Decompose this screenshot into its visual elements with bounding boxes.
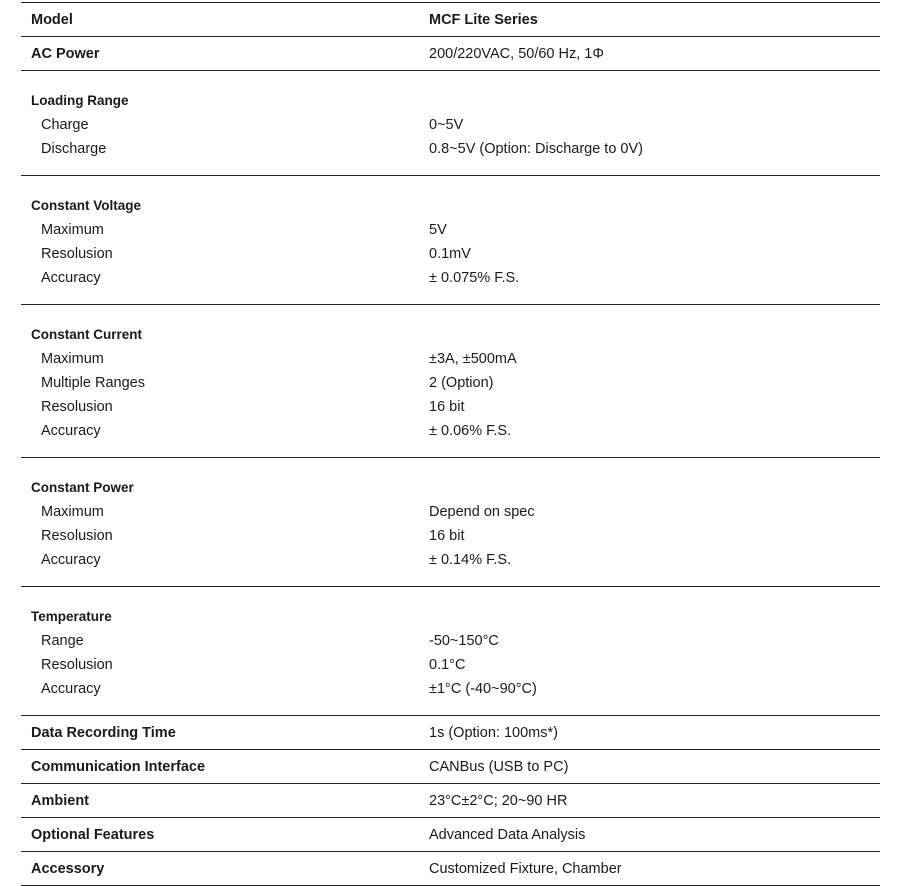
spec-group-constant-power <box>21 458 880 587</box>
spec-subrow-label: Maximum <box>41 504 104 520</box>
spec-subrow-value: ±3A, ±500mA <box>429 351 517 367</box>
header-value: MCF Lite Series <box>429 12 538 28</box>
spec-subrow-label: Resolusion <box>41 246 113 262</box>
spec-subrow-label: Accuracy <box>41 270 101 286</box>
spec-group-constant-current <box>21 305 880 458</box>
spec-subrow-value: 0~5V <box>429 117 464 133</box>
spec-group-temperature <box>21 587 880 716</box>
spec-subrow-value: ± 0.14% F.S. <box>429 552 512 568</box>
spec-row-value: Advanced Data Analysis <box>429 827 586 843</box>
spec-subrow <box>21 653 880 677</box>
spec-subrow <box>21 113 880 137</box>
spec-subrow <box>21 266 880 290</box>
spec-subrow-value: Depend on spec <box>429 504 535 520</box>
spec-subrow-label: Charge <box>41 117 89 133</box>
spec-row-value: 200/220VAC, 50/60 Hz, 1Φ <box>429 46 604 62</box>
spec-row-ambient <box>21 784 880 818</box>
spec-subrow-label: Accuracy <box>41 552 101 568</box>
spec-subrow-value: 16 bit <box>429 528 465 544</box>
spec-subrow-value: 5V <box>429 222 447 238</box>
spec-row-ac-power <box>21 37 880 71</box>
spec-subrow <box>21 218 880 242</box>
spec-row-communication-interface <box>21 750 880 784</box>
spec-subrow-label: Resolusion <box>41 528 113 544</box>
spec-subrow <box>21 419 880 443</box>
spec-subrow-value: 0.1°C <box>429 657 466 673</box>
spec-group-title: Temperature <box>31 609 112 624</box>
spec-subrow-label: Accuracy <box>41 681 101 697</box>
spec-group-loading-range <box>21 71 880 176</box>
spec-subrow-label: Multiple Ranges <box>41 375 145 391</box>
spec-subrow-value: -50~150°C <box>429 633 499 649</box>
spec-subrow <box>21 137 880 161</box>
spec-subrow-label: Maximum <box>41 222 104 238</box>
spec-row-value: 1s (Option: 100ms*) <box>429 725 558 741</box>
spec-table <box>21 2 880 886</box>
spec-subrow-value: 2 (Option) <box>429 375 494 391</box>
spec-subrow-label: Resolusion <box>41 399 113 415</box>
spec-subrow-value: 0.8~5V (Option: Discharge to 0V) <box>429 141 643 157</box>
spec-subrow <box>21 629 880 653</box>
spec-subrow-label: Discharge <box>41 141 107 157</box>
spec-subrow-value: ±1°C (-40~90°C) <box>429 681 537 697</box>
spec-subrow-label: Maximum <box>41 351 104 367</box>
spec-subrow-value: 0.1mV <box>429 246 471 262</box>
spec-group-title: Constant Voltage <box>31 198 142 213</box>
spec-group-title: Constant Power <box>31 480 134 495</box>
header-row <box>21 3 880 37</box>
spec-subrow-value: 16 bit <box>429 399 465 415</box>
spec-row-data-recording-time <box>21 716 880 750</box>
spec-subrow-label: Resolusion <box>41 657 113 673</box>
spec-subrow-label: Range <box>41 633 84 649</box>
spec-row-label: Optional Features <box>31 827 155 843</box>
spec-subrow <box>21 242 880 266</box>
spec-subrow-value: ± 0.075% F.S. <box>429 270 520 286</box>
spec-row-value: CANBus (USB to PC) <box>429 759 569 775</box>
header-label: Model <box>31 12 73 28</box>
spec-subrow-value: ± 0.06% F.S. <box>429 423 512 439</box>
spec-group-title: Loading Range <box>31 93 129 108</box>
spec-subrow <box>21 347 880 371</box>
spec-subrow <box>21 524 880 548</box>
spec-group-constant-voltage <box>21 176 880 305</box>
spec-row-accessory <box>21 852 880 886</box>
spec-row-value: 23°C±2°C; 20~90 HR <box>429 793 568 809</box>
spec-group-title: Constant Current <box>31 327 142 342</box>
spec-subrow-label: Accuracy <box>41 423 101 439</box>
spec-subrow <box>21 548 880 572</box>
spec-row-label: Communication Interface <box>31 759 206 775</box>
spec-row-optional-features <box>21 818 880 852</box>
spec-subrow <box>21 500 880 524</box>
spec-subrow <box>21 395 880 419</box>
spec-subrow <box>21 677 880 701</box>
spec-subrow <box>21 371 880 395</box>
spec-row-label: Ambient <box>31 793 89 809</box>
spec-row-label: Accessory <box>31 861 105 877</box>
spec-row-value: Customized Fixture, Chamber <box>429 861 622 877</box>
spec-table-body <box>21 3 880 886</box>
spec-row-label: AC Power <box>31 46 100 62</box>
spec-row-label: Data Recording Time <box>31 725 176 741</box>
